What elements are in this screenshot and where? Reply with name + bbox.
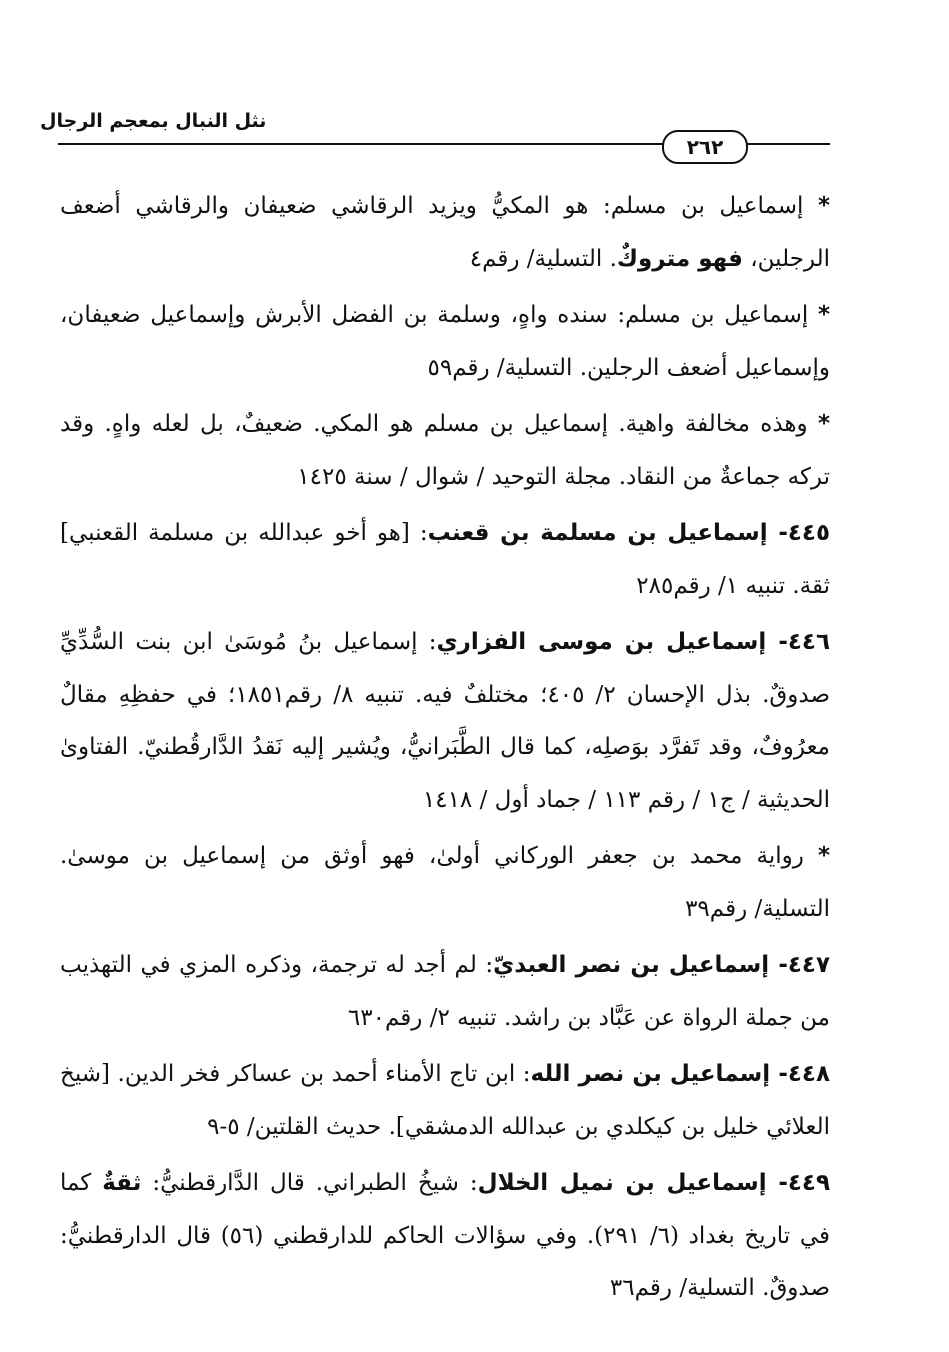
- entry-number: ٤٤٩-: [778, 1170, 830, 1196]
- entry-447: [60, 939, 830, 1044]
- star-marker: *: [817, 302, 830, 328]
- entry-text: : لم أجد له ترجمة، وذكره المزي في التهذيب من جملة الرواة عن عَبَّاد بن راشد. تنبيه ٢/ رقم٦٣٠: [60, 952, 830, 1031]
- entry-445: [60, 507, 830, 612]
- entry-note: [60, 289, 830, 394]
- star-marker: *: [817, 411, 830, 437]
- entry-emphasis: ثقةٌ: [102, 1170, 142, 1196]
- narrator-name: إسماعيل بن مسلمة بن قعنب: [427, 520, 779, 546]
- entry-number: ٤٤٧-: [778, 952, 830, 978]
- running-header-title: نثل النبال بمعجم الرجال: [40, 110, 267, 132]
- entry-emphasis: فهو متروكٌ: [616, 245, 743, 272]
- entry-text: كما في تاريخ بغداد (٦/ ٢٩١). وفي سؤالات الحاكم للدارقطني (٥٦) قال الدارقطنيُّ: صدوقٌ. التسلية/ رقم٣٦: [60, 1170, 831, 1301]
- entry-448: [60, 1048, 830, 1153]
- entry-text: : ابن تاج الأمناء أحمد بن عساكر فخر الدين. [شيخ العلائي خليل بن كيكلدي بن عبدالله الدمشقي]. حديث القلتين/ ٥-٩: [60, 1061, 830, 1140]
- entry-number: ٤٤٥-: [778, 520, 831, 546]
- star-marker: *: [817, 843, 830, 869]
- narrator-name: إسماعيل بن نميل الخلال: [477, 1170, 779, 1196]
- entry-number: ٤٤٨-: [778, 1061, 830, 1087]
- entry-note: [60, 180, 830, 285]
- star-marker: *: [817, 193, 830, 219]
- entry-text: : [هو أخو عبدالله بن مسلمة القعنبي] ثقة. تنبيه ١/ رقم٢٨٥: [60, 520, 830, 599]
- entry-text: : شيخُ الطبراني. قال الدَّارقطنيُّ:: [141, 1170, 478, 1196]
- entry-text: . التسلية/ رقم٤: [469, 245, 617, 272]
- entries-body: [60, 180, 830, 1315]
- narrator-name: إسماعيل بن نصر العبديّ: [493, 952, 779, 978]
- entry-text: رواية محمد بن جعفر الوركاني أولىٰ، فهو أوثق من إسماعيل بن موسىٰ. التسلية/ رقم٣٩: [60, 843, 830, 922]
- entry-number: ٤٤٦-: [778, 629, 830, 655]
- entry-text: : إسماعيل بنُ مُوسَىٰ ابن بنت السُّدِّيِّ صدوقٌ. بذل الإحسان ٢/ ٤٠٥؛ مختلفٌ فيه. تنبيه ٨/ رقم١٨٥١؛ في حفظِهِ مقالٌ معرُوفٌ، وقد تَفرَّد بوَصلِه، كما قال الطَّبَرانيُّ، ويُشير إليه نَقدُ الدَّارقُطنيّ. الفتاوىٰ الحديثية / ج١ / رقم ١١٣ / جماد أول / ١٤١٨: [60, 629, 830, 813]
- page-number: ٢٦٢: [662, 130, 748, 164]
- entry-note: [60, 398, 830, 503]
- narrator-name: إسماعيل بن موسى الفزاري: [436, 629, 779, 655]
- entry-text: إسماعيل بن مسلم: سنده واهٍ، وسلمة بن الفضل الأبرش وإسماعيل ضعيفان، وإسماعيل أضعف الرجلين. التسلية/ رقم٥٩: [60, 302, 830, 381]
- entry-note: [60, 830, 830, 935]
- entry-text: إسماعيل بن مسلم: هو المكيُّ ويزيد الرقاشي ضعيفان والرقاشي أضعف الرجلين،: [60, 193, 830, 272]
- entry-text: وهذه مخالفة واهية. إسماعيل بن مسلم هو المكي. ضعيفٌ، بل لعله واهٍ. وقد تركه جماعةٌ من النقاد. مجلة التوحيد / شوال / سنة ١٤٢٥: [60, 411, 830, 490]
- entry-449: [60, 1157, 830, 1315]
- narrator-name: إسماعيل بن نصر الله: [530, 1061, 779, 1087]
- entry-446: [60, 616, 830, 826]
